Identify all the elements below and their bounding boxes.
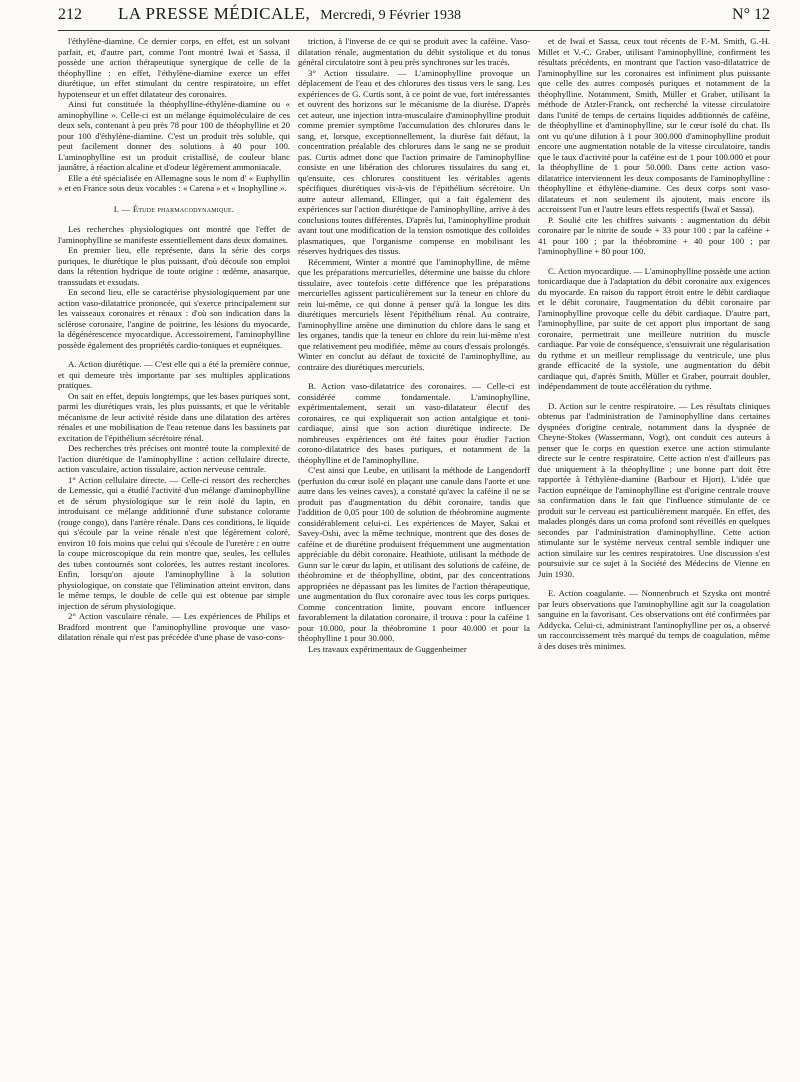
column-2 [298, 36, 530, 1072]
header-rule [58, 30, 770, 31]
paragraph: Elle a été spécialisée en Allemagne sous le nom d' « Euphyllin » et en France sous deux vocables : « Carena » et « Inophylline ». [58, 172, 290, 193]
paragraph: E. Action coagulante. — Nonnenbruch et Szyska ont montré par leurs observations que l'aminophylline agit sur la coagulation sanguine en la favorisant. Ces observations ont été confirmées par Addycka. Celui-ci, administrant l'aminophylline per os, a observé un raccourcissement très marqué du temps de coagulation, même à des doses très minimes. [538, 588, 770, 651]
paragraph: En premier lieu, elle représente, dans la série des corps puriques, le diurétique le plus puissant, d'où découle son emploi dans la rétention hydrique de toute origine : œdème, anasarque, transsudats et exsudats. [58, 245, 290, 287]
issue-date: Mercredi, 9 Février 1938 [320, 8, 462, 23]
column-3 [538, 36, 770, 1072]
paragraph: Ainsi fut constituée la théophylline-éthylène-diamine ou « aminophylline ». Celle-ci est un mélange équimoléculaire de ces deux sels, contenant à peu près 78 pour 100 de théophylline et 20 pour 100 d'éthylène-diamine. C'est un produit très soluble, qui peut facilement donner des solutions à 40 pour 100. L'aminophylline est un produit cristallisé, de couleur blanc jaunâtre, à réaction alcaline et d'odeur légèrement ammoniacale. [58, 99, 290, 172]
article-columns [58, 36, 770, 1072]
paragraph: Récemment, Winter a montré que l'aminophylline, de même que les préparations mercurielles, détermine une baisse du chlore tissulaire, avec toutefois cette différence que les préparations mercurielles agissent particulièrement sur la teneur en chlore du rein lui-même, ce qui donne à penser qu'à la longue les dits diurétiques mercuriels lèsent l'épithélium rénal. Au contraire, l'aminophylline amène une diminution du chlore dans le sang et les organes, tandis que la teneur en chlore du rein lui-même n'est que relativement peu modifiée, même au cours d'essais prolongés. Winter en conclut au défaut de toxicité de l'aminophylline, au contraire des diurétiques mercuriels. [298, 256, 530, 372]
paragraph: et de Iwaï et Sassa, ceux tout récents de F.-M. Smith, G.-H. Millet et V.-C. Graber, utilisant l'aminophylline, confirment les résultats précédents, en montrant que l'action vaso-dilatatrice de l'aminophylline sur les coronaires est infiniment plus puissante que celle des autres composés puriques et notamment de la théophylline. Notamment, Smith, Müller et Graber, utilisant la méthode de Atzler-Franck, ont recherché la vitesse circulatoire dans l'unité de temps de certains liquides additionnés de caféine, de théophylline et d'aminophylline, sur le cœur isolé du chat. Ils ont vu qu'une dilution à 1 pour 300.000 d'aminophylline produit encore une augmentation notable de la vitesse circulatoire, tandis que le taux d'activité pour la caféine est de 1 pour 100.000 et pour la théophylline de 1 pour 50.000. Dans cette action vaso-dilatatrice interviennent les deux composants de l'aminophylline : théophylline et éthylène-diamine. Ces deux corps sont vaso-dilatateurs et non seulement ils ajoutent, mais encore ils accroissent l'un et l'autre leurs effets respectifs (Iwaï et Sassa). [538, 36, 770, 214]
issue-number: N° 12 [732, 6, 770, 23]
paragraph: l'éthylène-diamine. Ce dernier corps, en effet, est un solvant parfait, et, d'autre part, comme l'ont montré Iwaï et Sassa, il possède une action thérapeutique synergique de celle de la théophylline : en effet, l'éthylène-diamine exerce un effet diurétique, un effet stimulant du centre respiratoire, un effet hypotenseur et un effet dilatateur des coronaires. [58, 36, 290, 99]
paragraph: P. Soulié cite les chiffres suivants : augmentation du débit coronaire par le nitrite de soude + 33 pour 100 ; par la caféine + 41 pour 100 ; par la théobromine + 40 pour 100 ; par l'aminophylline + 80 pour 100. [538, 214, 770, 256]
paragraph: C. Action myocardique. — L'aminophylline possède une action tonicardiaque due à l'adaptation du débit coronaire aux exigences du myocarde. En raison du rapport étroit entre le débit cardiaque et le débit coronaire, l'augmentation du débit coronaire par l'aminophylline provoque celle du débit cardiaque. D'autre part, l'aminophylline, par suite de cet apport plus important de sang coronaire, permettrait une meilleure nutrition du muscle cardiaque. Par voie de conséquence, s'ensuivrait une régularisation du rythme et un meilleur remplissage du ventricule, une plus grande efficacité de la systole, une augmentation du débit cardiaque qui, d'après Smith, Müller et Graber, pourrait doubler, indépendamment de toute accélération du rythme. [538, 265, 770, 391]
paragraph: En second lieu, elle se caractérise physiologiquement par une action vaso-dilatatrice prononcée, qui s'exerce principalement sur les vaisseaux coronaires et rénaux : d'où son indication dans la sclérose coronaire, l'angine de poitrine, les lésions du myocarde, la dégénérescence myocardique. Accessoirement, l'aminophylline possède également des propriétés cardio-toniques et eupnéiques. [58, 287, 290, 350]
paragraph: B. Action vaso-dilatatrice des coronaires. — Celle-ci est considérée comme fondamentale. L'aminophylline, expérimentalement, serait un vaso-dilatateur électif des coronaires, ce qui expliquerait son action antalgique et toni-cardiaque, ainsi que son action diurétique indirecte. De nombreuses expériences ont été faites pour étudier l'action corono-dilatatrice des bases puriques, et notamment de la théophylline et de l'aminophylline. [298, 381, 530, 465]
paragraph: Les recherches physiologiques ont montré que l'effet de l'aminophylline se manifeste essentiellement dans deux domaines. [58, 224, 290, 245]
page-number: 212 [58, 6, 82, 23]
paragraph: 1° Action cellulaire directe. — Celle-ci ressort des recherches de Lemessic, qui a étudié l'activité d'un mélange d'aminophylline et de sérum physiologique sur le rein isolé du lapin, en introduisant ce mélange additionné d'une substance colorante (rouge congo), dans l'artère rénale. Dans ces conditions, le liquide qui s'écoule par la veine rénale n'est que légèrement coloré, environ 10 fois moins que celui qui s'écoule de l'uretère : en outre la coupe microscopique du rein montre que, seules, les cellules des tubes contournés sont colorées, les autres restant incolores. Enfin, lorsqu'on ajoute l'aminophylline à la solution physiologique, on constate que l'élimination atteint environ, dans le même temps, le double de celle qui est obtenue par simple injection de sérum physiologique. [58, 474, 290, 611]
journal-title: LA PRESSE MÉDICALE, [118, 4, 311, 23]
paragraph: 2° Action vasculaire rénale. — Les expériences de Philips et Bradford montrent que l'aminophylline provoque une vaso-dilatation rénale qui n'est pas précédée d'une phase de vaso-cons- [58, 611, 290, 642]
paragraph: D. Action sur le centre respiratoire. — Les résultats cliniques obtenus par l'administration de l'aminophylline dans certaines dyspnées d'origine centrale, notamment dans la dyspnée de Cheyne-Stokes (Wassermann, Vogt), ont conduit ces auteurs à penser que le corps en question exerce une action stimulante directe sur le centre respiratoire. Cette action n'est d'ailleurs pas due uniquement à la théophylline ; une bonne part doit être rapportée à l'éthylène-diamine (Barbour et Hjort). L'idée que l'action eupnéique de l'aminophylline est d'origine centrale trouve sa confirmation dans le fait que l'influence stimulante de ce produit sur le cerveau est particulièrement marquée. En effet, des malades plongés dans un coma profond sont réveillés en quelques secondes par l'administration d'aminophylline. Cette action stimulante sur le système nerveux central semble indiquer une action similaire sur les centres respiratoires. Une discussion s'est poursuivie sur ce sujet à la Société des Médecins de Vienne en Juin 1930. [538, 400, 770, 579]
paragraph: triction, à l'inverse de ce qui se produit avec la caféine. Vaso-dilatation rénale, augmentation du débit systolique et du tonus général circulatoire sont à peu près synchrones sur les tracés. [298, 36, 530, 67]
column-1 [58, 36, 290, 1072]
paragraph: Les travaux expérimentaux de Guggenheimer [308, 643, 467, 654]
paragraph: 3° Action tissulaire. — L'aminophylline provoque un déplacement de l'eau et des chlorures des tissus vers le sang. Les expériences de G. Curtis sont, à ce point de vue, fort intéressantes et ouvrent des horizons sur le mécanisme de la diurèse. D'après cet auteur, une injection intra-musculaire d'aminophylline produit comme premier symptôme l'accumulation des chlorures dans le sang, et, lorsque, exceptionnellement, la diurèse fait défaut, la concentration préalable des chlorures dans le sang ne se produit pas. Curtis admet donc que l'action primaire de l'aminophylline consiste en une libération des chlorures tissulaires du sang et, qu'ensuite, ces chlorures constituent les véritables agents spécifiques diurétiques vis-à-vis de l'épithélium sécrétoire. Un autre auteur allemand, Ellinger, qui a fait également des expériences sur l'action diurétique de l'aminophylline, arrive à des conclusions toutes différentes. D'après lui, l'aminophylline produit avant tout une modification de la tension osmotique des colloïdes plasmatiques, que l'organisme compense en mobilisant les réserves hydriques des tissus. [298, 67, 530, 256]
section-heading: I. — Étude pharmacodynamique. [113, 203, 235, 214]
paragraph: On sait en effet, depuis longtemps, que les bases puriques sont, parmi les diurétiques vrais, les plus puissants, et que le véritable mécanisme de leur activité réside dans une dilatation des artères rénales et une mobilisation de l'eau retenue dans les bassinets par excitation de l'épithélium sécrétoire rénal. [58, 390, 290, 443]
paragraph: C'est ainsi que Leube, en utilisant la méthode de Langendorff (perfusion du cœur isolé en plaçant une canule dans l'aorte et une autre dans les veines caves), a constaté qu'avec la caféine il ne se produit pas d'augmentation du débit coronaire, tandis que l'addition de 0,05 pour 100 de solution de théobromine augmente considérablement celui-ci. Les expériences de Mayer, Sakai et Savey-Oshi, avec la même technique, montrent que des doses de caféine et de diurétine produisent fréquemment une augmentation appréciable du débit coronaire. Heathiote, utilisant la méthode de Gunn sur le cœur du lapin, et utilisant des solutions de caféine, de théobromine et de théophylline, obtint, par des concentrations appropriées ne dépassant pas les limites de l'action thérapeutique, une augmentation du flux coronaire avec tous les corps puriques. Comme concentration limite, pouvant encore influencer favorablement la dilatation coronaire, il trouva : pour la caféine 1 pour 10.000, pour la théobromine 1 pour 40.000 et pour la théophylline 1 pour 30.000. [298, 465, 530, 643]
paragraph: A. Action diurétique. — C'est elle qui a été la première connue, et qui demeure très importante par ses multiples applications pratiques. [58, 359, 290, 390]
paragraph: Des recherches très précises ont montré toute la complexité de l'action diurétique de l'aminophylline : action cellulaire directe, action vasculaire, action tissulaire, action nerveuse centrale. [58, 443, 290, 474]
page-header [58, 4, 770, 30]
